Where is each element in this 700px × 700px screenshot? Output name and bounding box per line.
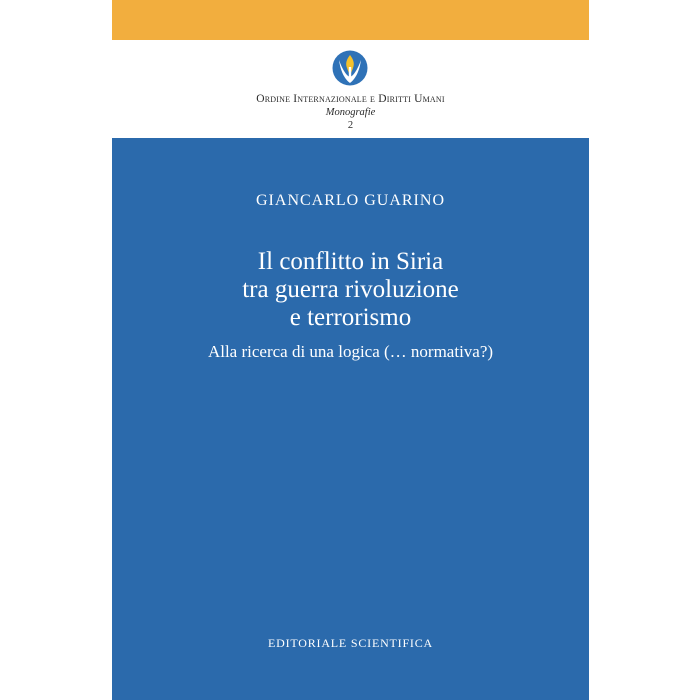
publisher-name: EDITORIALE SCIENTIFICA <box>267 636 434 650</box>
top-color-band <box>112 0 589 40</box>
series-number: 2 <box>347 120 354 131</box>
book-title <box>112 248 589 332</box>
book-subtitle: Alla ricerca di una logica (… normativa?) <box>207 342 494 361</box>
flame-emblem-icon <box>325 49 375 87</box>
book-title-line: tra guerra rivoluzione <box>242 276 459 303</box>
book-title-line: Il conflitto in Siria <box>257 248 444 275</box>
book-title-line: e terrorismo <box>289 304 412 331</box>
series-subtitle: Monografie <box>325 107 376 118</box>
author-name: GIANCARLO GUARINO <box>256 192 445 209</box>
blue-panel <box>112 138 589 700</box>
series-header <box>112 40 589 138</box>
series-name: Ordine Internazionale e Diritti Umani <box>256 93 445 105</box>
book-cover <box>112 0 589 700</box>
